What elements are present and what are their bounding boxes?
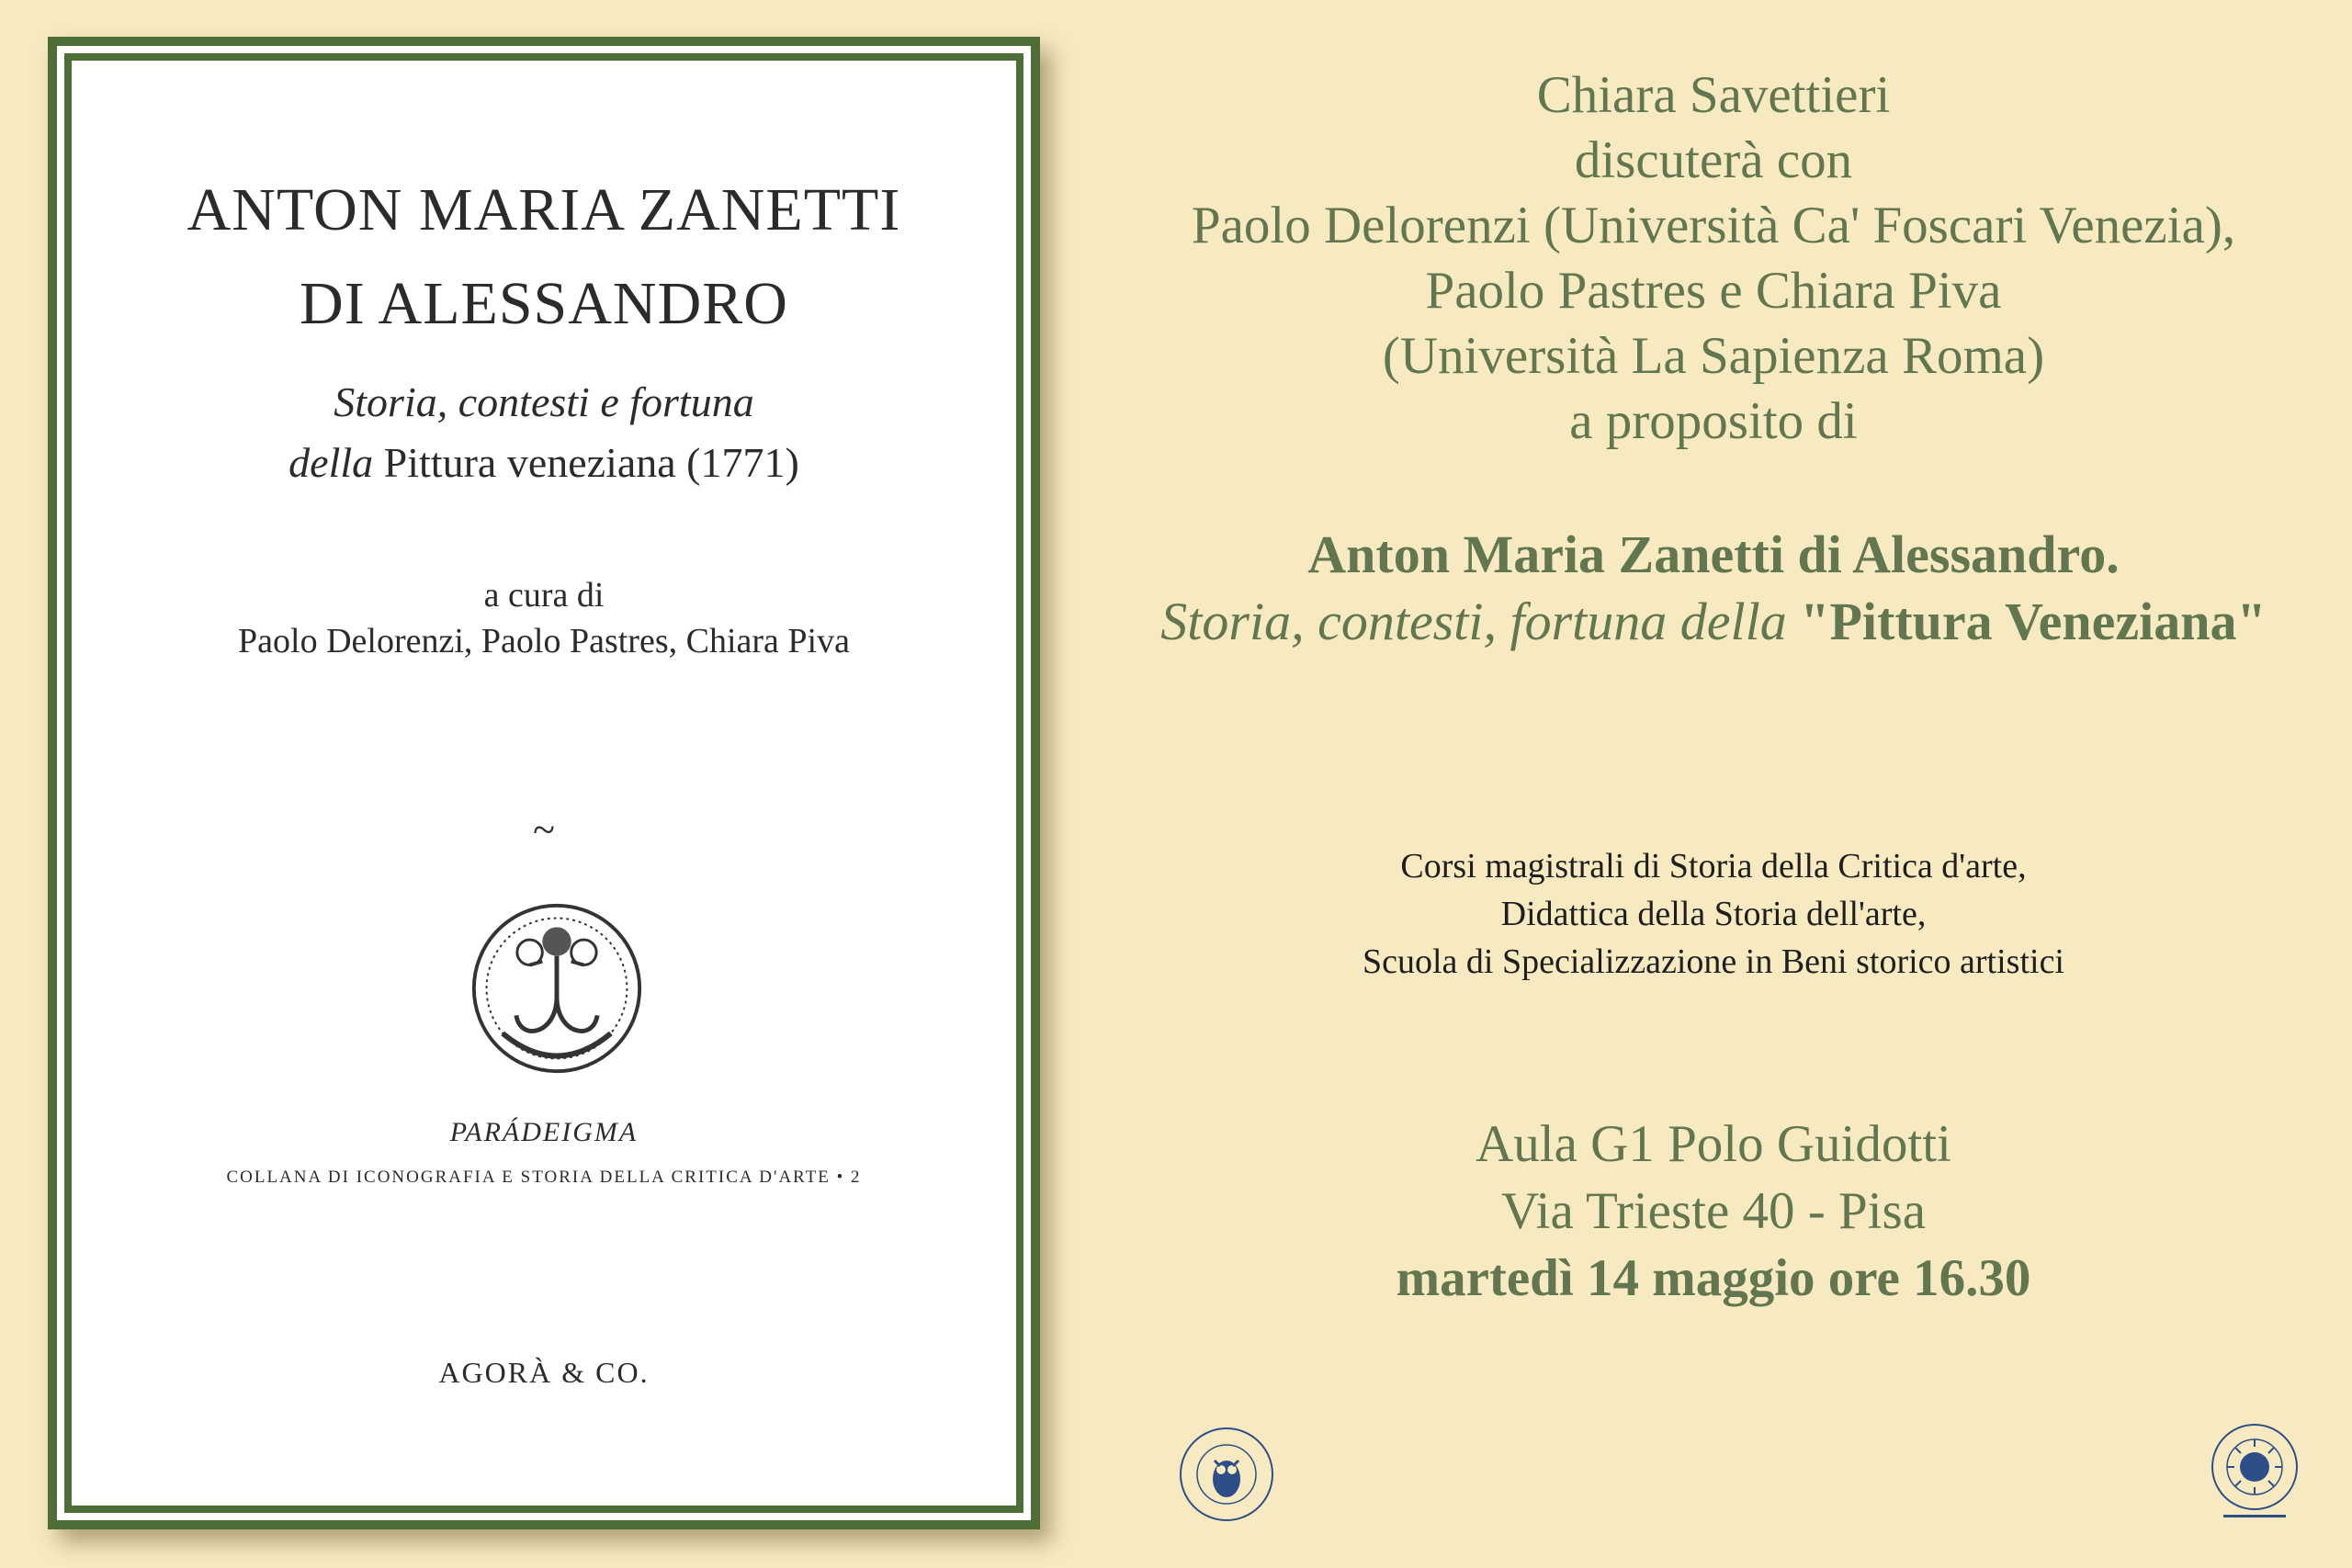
cover-series-name: PARÁDEIGMA	[449, 1117, 639, 1147]
cover-subtitle-rest: Pittura veneziana (1771)	[373, 439, 799, 486]
discussant-1: Paolo Delorenzi (Università Ca' Foscari Venezia),	[1191, 197, 2236, 254]
event-datetime: martedì 14 maggio ore 16.30	[1396, 1249, 2031, 1307]
discussion-intro: discuterà con	[1574, 131, 1853, 189]
speaker-name: Chiara Savettieri	[1536, 66, 1891, 124]
cover-editors: Paolo Delorenzi, Paolo Pastres, Chiara Piva	[238, 622, 850, 660]
cover-fleuron: ~	[533, 807, 555, 852]
cover-title-line1: ANTON MARIA ZANETTI	[187, 176, 901, 243]
cover-edited-by: a cura di	[483, 576, 605, 615]
cover-page	[72, 61, 1016, 1506]
book-title: Anton Maria Zanetti di Alessandro.	[1307, 525, 2120, 584]
venue-address: Via Trieste 40 - Pisa	[1500, 1182, 1927, 1240]
course-line-3: Scuola di Specializzazione in Beni storico artistici	[1363, 942, 2064, 981]
discussant-2: Paolo Pastres e Chiara Piva	[1425, 262, 2002, 320]
venue-room: Aula G1 Polo Guidotti	[1476, 1115, 1951, 1173]
topic-intro: a proposito di	[1569, 392, 1858, 450]
cover-title-line2: DI ALESSANDRO	[300, 270, 788, 337]
owl-seal-icon	[1176, 1424, 1277, 1525]
cover-subtitle-line1: Storia, contesti e fortuna	[334, 378, 754, 425]
course-line-1: Corsi magistrali di Storia della Critica d'arte,	[1400, 847, 2027, 886]
course-line-2: Didattica della Storia dell'arte,	[1500, 895, 1927, 933]
book-subtitle	[1075, 591, 2352, 652]
cover-subtitle-italic: della	[288, 439, 374, 486]
cover-publisher: AGORÀ & CO.	[438, 1356, 650, 1389]
book-subtitle-italic: Storia, contesti, fortuna della	[1160, 592, 1787, 651]
book-subtitle-bold: "Pittura Veneziana"	[1786, 592, 2267, 651]
university-seal-icon	[2205, 1419, 2304, 1528]
discussant-affiliation: (Università La Sapienza Roma)	[1382, 327, 2045, 385]
cover-series-full: COLLANA DI ICONOGRAFIA E STORIA DELLA CRITICA D'ARTE • 2	[226, 1168, 862, 1187]
cover-subtitle-line2	[72, 438, 1016, 487]
cover-title	[72, 164, 1016, 351]
mermaid-emblem-icon	[467, 898, 647, 1078]
book-cover	[48, 37, 1040, 1529]
